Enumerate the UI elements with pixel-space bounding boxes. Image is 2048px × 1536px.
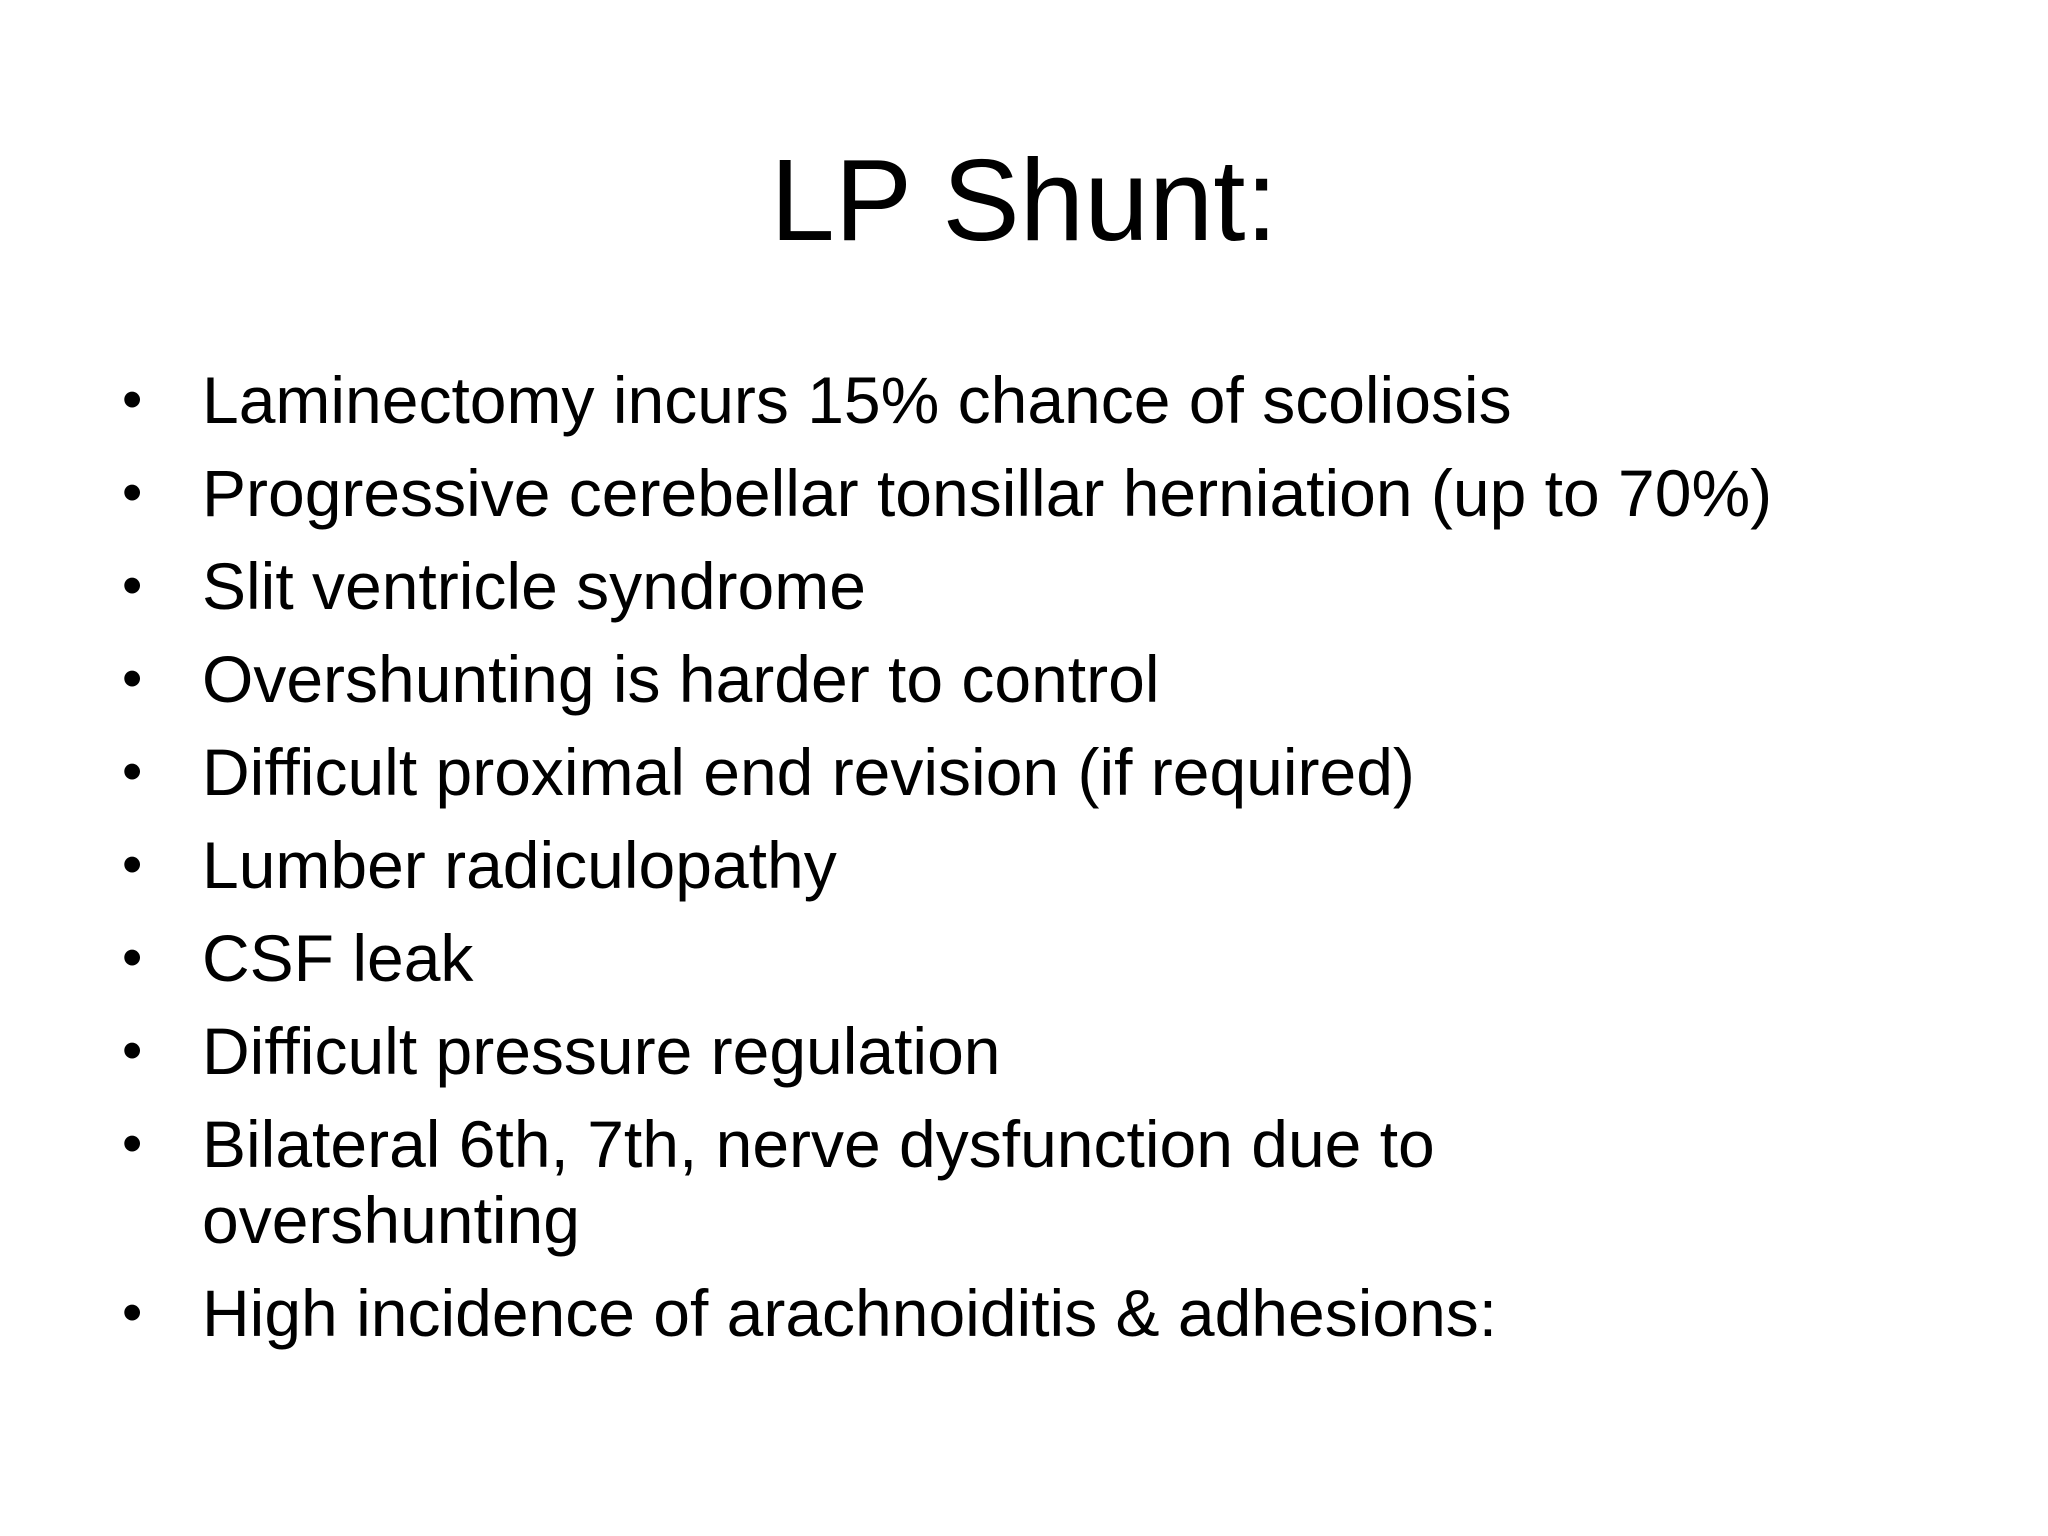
bullet-item (0, 548, 2048, 624)
bullet-item (0, 641, 2048, 717)
bullet-text: Laminectomy incurs 15% chance of scoliosis (202, 363, 1512, 437)
bullet-text: Overshunting is harder to control (202, 642, 1160, 716)
bullet-dot-icon: • (122, 646, 143, 711)
bullet-item (0, 1106, 2048, 1258)
bullet-dot-icon: • (122, 1280, 143, 1345)
bullet-text: Difficult pressure regulation (202, 1014, 1001, 1088)
bullet-dot-icon: • (122, 739, 143, 804)
bullet-dot-icon: • (122, 925, 143, 990)
bullet-text: CSF leak (202, 921, 474, 995)
slide-title: LP Shunt: (770, 135, 1278, 265)
bullet-dot-icon: • (122, 367, 143, 432)
bullet-item (0, 362, 2048, 438)
bullet-text: Progressive cerebellar tonsillar herniation (up to 70%) (202, 456, 1773, 530)
bullet-text: Lumber radiculopathy (202, 828, 837, 902)
bullet-item (0, 734, 2048, 810)
bullet-dot-icon: • (122, 1111, 143, 1176)
bullet-list (0, 362, 2048, 1368)
bullet-item (0, 827, 2048, 903)
bullet-item (0, 1013, 2048, 1089)
bullet-text: Slit ventricle syndrome (202, 549, 866, 623)
bullet-dot-icon: • (122, 553, 143, 618)
bullet-item (0, 455, 2048, 531)
bullet-item (0, 920, 2048, 996)
bullet-dot-icon: • (122, 1018, 143, 1083)
bullet-dot-icon: • (122, 460, 143, 525)
bullet-text: High incidence of arachnoiditis & adhesions: (202, 1276, 1498, 1350)
bullet-text: Bilateral 6th, 7th, nerve dysfunction due to overshunting (202, 1107, 1435, 1257)
bullet-dot-icon: • (122, 832, 143, 897)
bullet-item (0, 1275, 2048, 1351)
bullet-text: Difficult proximal end revision (if required) (202, 735, 1415, 809)
